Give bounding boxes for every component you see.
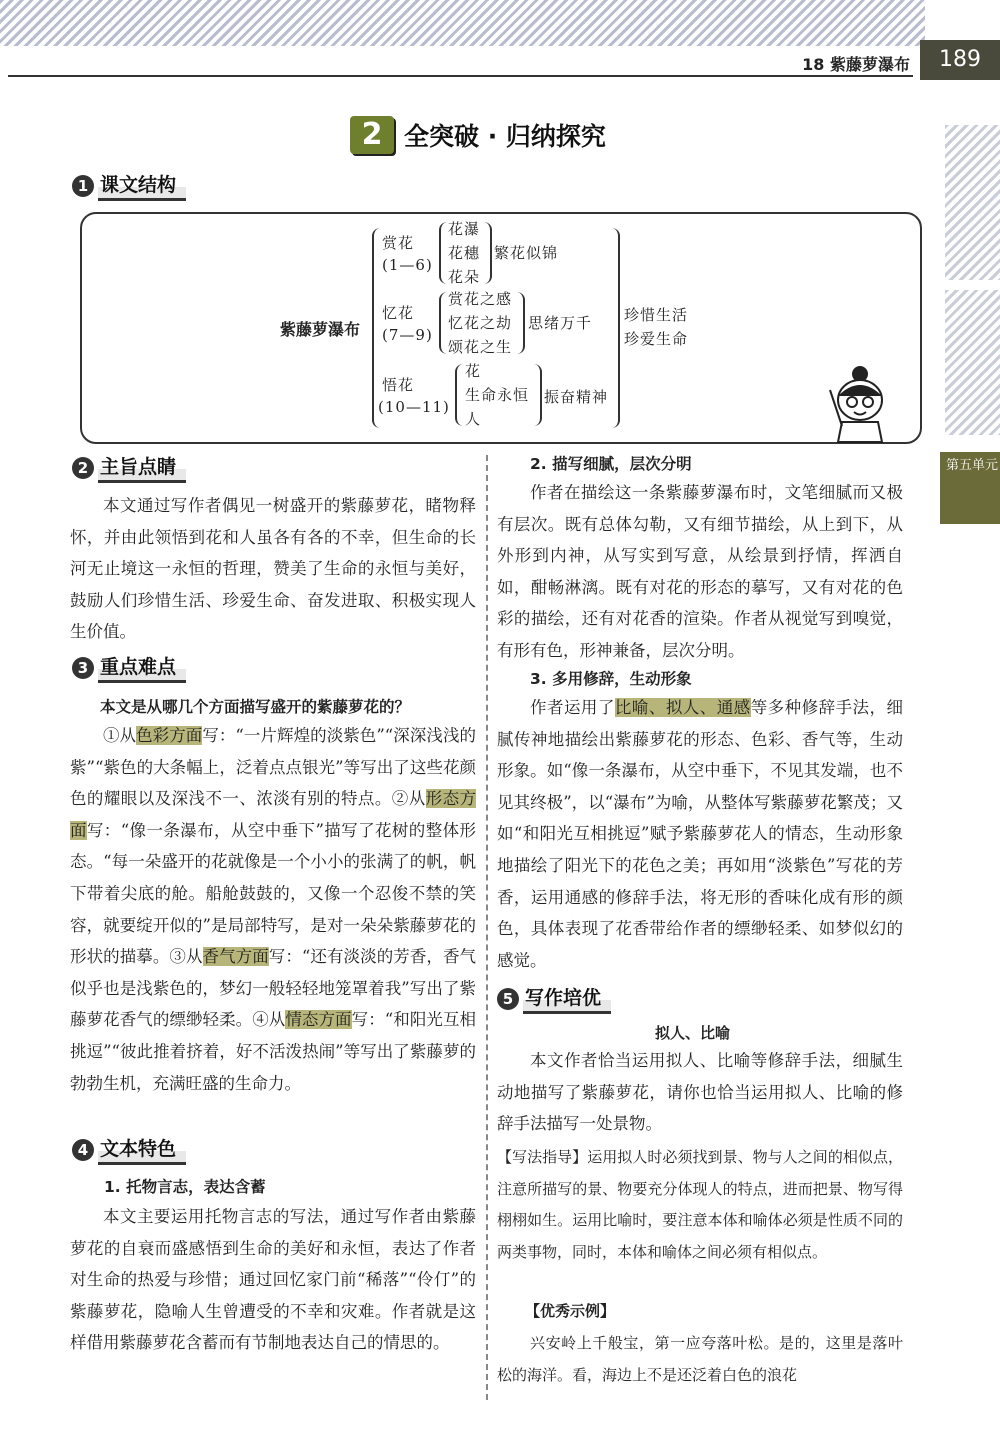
structure-diagram	[80, 212, 922, 444]
highlight-term: 比喻、拟人、通感	[614, 698, 751, 717]
branch-brace	[439, 292, 447, 354]
key-question: 本文是从哪几个方面描写盛开的紫藤萝花的？	[100, 698, 411, 716]
header-rule	[8, 75, 913, 77]
branch-brace	[534, 364, 542, 426]
branch-item: 忆花之劫	[448, 314, 513, 332]
section-heading-key-points	[72, 652, 186, 683]
section-heading-structure	[72, 170, 186, 201]
header-hatch-band	[0, 0, 925, 46]
highlight-term: 情态方面	[285, 1010, 352, 1030]
section-title: 主旨点睛	[98, 452, 186, 483]
branch-item: 颂花之生	[448, 338, 513, 356]
part-badge: 2	[350, 116, 394, 154]
conclusion-item: 珍爱生命	[624, 330, 689, 348]
section-title: 文本特色	[98, 1134, 186, 1165]
branch-item: 生命永恒	[465, 386, 530, 404]
conclusion-item: 珍惜生活	[624, 306, 689, 324]
section-heading-writing	[497, 983, 611, 1014]
section-title: 重点难点	[98, 652, 186, 683]
branch-range: (10—11)	[378, 398, 450, 416]
branch-label: 悟花	[382, 376, 415, 394]
branch-summary: 思绪万千	[528, 314, 593, 332]
example-paragraph: 兴安岭上千般宝，第一应夸落叶松。是的，这里是落叶松的海洋。看，海边上不是还泛着白色的浪花	[497, 1334, 903, 1384]
section-number: 5	[497, 988, 519, 1010]
section-heading-theme	[72, 452, 186, 483]
branch-item: 人	[465, 410, 482, 428]
branch-brace	[439, 222, 447, 284]
section-number: 1	[72, 175, 94, 197]
main-title-text: 全突破 · 归纳探究	[404, 122, 606, 151]
branch-item: 花穗	[448, 244, 481, 262]
branch-brace	[455, 364, 463, 426]
page-number: 189	[920, 40, 1000, 80]
example-tag: 【优秀示例】	[525, 1302, 616, 1320]
branch-label: 忆花	[382, 304, 415, 322]
branch-item: 花朵	[448, 268, 481, 286]
section-title: 课文结构	[98, 170, 186, 201]
section-main-title	[350, 116, 606, 154]
feature-paragraph: 本文主要运用托物言志的写法，通过写作者由紫藤萝花的自衰而盛感悟到生命的美好和永恒，表达了作者对生命的热爱与珍惜；通过回忆家门前“稀落”“伶仃”的紫藤萝花，隐喻人生曾遭受的不幸和灾难。作者就是这样借用紫藤萝花含蓄而有节制地表达自己的情思的。	[70, 1207, 476, 1353]
unit-tab[interactable]: 第五单元	[940, 452, 1000, 524]
conclusion-brace	[610, 228, 620, 428]
branch-item: 花瀑	[448, 220, 481, 238]
highlight-term: 形态方面	[70, 789, 477, 840]
writing-subtitle: 拟人、比喻	[655, 1024, 731, 1042]
branch-range: (7—9)	[382, 326, 433, 344]
branch-label: 赏花	[382, 234, 415, 252]
branch-range: (1—6)	[382, 256, 433, 274]
writing-paragraph: 本文作者恰当运用拟人、比喻等修辞手法，细腻生动地描写了紫藤萝花，请你也恰当运用拟人、比喻的修辞手法描写一处景物。	[497, 1051, 903, 1134]
section-number: 3	[72, 657, 94, 679]
branch-item: 花	[465, 362, 482, 380]
theme-paragraph: 本文通过写作者偶见一树盛开的紫藤萝花，睹物释怀，并由此领悟到花和人虽各有各的不幸，但生命的长河无止境这一永恒的哲理，赞美了生命的永恒与美好，鼓励人们珍惜生活、珍爱生命、奋发进取、积极实现人生价值。	[70, 496, 476, 642]
side-hatch-band	[945, 125, 1000, 280]
feature-subheading: 1. 托物言志，表达含蓄	[104, 1178, 266, 1196]
section-title: 写作培优	[523, 983, 611, 1014]
chapter-title: 18 紫藤萝瀑布	[802, 55, 910, 74]
feature-subheading: 2. 描写细腻，层次分明	[530, 455, 692, 473]
writing-guide: 【写法指导】运用拟人时必须找到景、物与人之间的相似点，注意所描写的景、物要充分体现人的特点，进而把景、物写得栩栩如生。运用比喻时，要注意本体和喻体必须是性质不同的两类事物，同时，本体和喻体之间必须有相似点。	[497, 1148, 903, 1261]
highlight-term: 色彩方面	[136, 726, 203, 745]
highlight-term: 香气方面	[202, 947, 269, 967]
section-number: 4	[72, 1139, 94, 1161]
branch-brace	[517, 292, 525, 354]
section-heading-features	[72, 1134, 186, 1165]
column-divider	[486, 455, 488, 1400]
structure-root: 紫藤萝瀑布	[280, 320, 361, 339]
feature-subheading: 3. 多用修辞，生动形象	[530, 670, 692, 688]
branch-summary: 繁花似锦	[494, 244, 559, 262]
guide-tag: 【写法指导】	[497, 1148, 588, 1166]
section-number: 2	[72, 457, 94, 479]
side-hatch-band	[945, 290, 1000, 435]
feature-paragraph: 作者在描绘这一条紫藤萝瀑布时，文笔细腻而又极有层次。既有总体勾勒，又有细节描绘，从上到下，从外形到内神，从写实到写意，从绘景到抒情，挥洒自如，酣畅淋漓。既有对花的形态的摹写，又有对花的色彩的描绘，还有对花香的渲染。作者从视觉写到嗅觉，有形有色，形神兼备，层次分明。	[497, 483, 903, 660]
branch-brace	[484, 222, 492, 284]
branch-summary: 振奋精神	[544, 388, 609, 406]
key-points-paragraph: ①从色彩方面写：“一片辉煌的淡紫色”“深深浅浅的紫”“紫色的大条幅上，泛着点点银光”等写出了这些花颜色的耀眼以及深浅不一、浓淡有别的特点。②从形态方面写：“像一条瀑布，从空中垂下”描写了花树的整体形态。“每一朵盛开的花就像是一个小小的张满了的帆，帆下带着尖底的舱。船舱鼓鼓的，又像一个忍俊不禁的笑容，就要绽开似的”是局部特写，是对一朵朵紫藤萝花的形状的描摹。③从香气方面写：“还有淡淡的芳香，香气似乎也是浅紫色的，梦幻一般轻轻地笼罩着我”写出了紫藤萝花香气的缥缈轻柔。④从情态方面写：“和阳光互相挑逗”“彼此推着挤着，好不活泼热闹”等写出了紫藤萝的勃勃生机，充满旺盛的生命力。	[70, 726, 477, 1093]
cartoon-girl-illustration	[820, 360, 900, 445]
feature-paragraph: 作者运用了比喻、拟人、通感等多种修辞手法，细腻传神地描绘出紫藤萝花的形态、色彩、香气等，生动形象。如“像一条瀑布，从空中垂下，不见其发端，也不见其终极”，以“瀑布”为喻，从整体写紫藤萝花繁茂；又如“和阳光互相挑逗”赋予紫藤萝花人的情态，生动形象地描绘了阳光下的花色之美；再如用“淡紫色”写花的芳香，运用通感的修辞手法，将无形的香味化成有形的颜色，具体表现了花香带给作者的缥缈轻柔、如梦似幻的感觉。	[497, 698, 904, 970]
branch-item: 赏花之感	[448, 290, 513, 308]
